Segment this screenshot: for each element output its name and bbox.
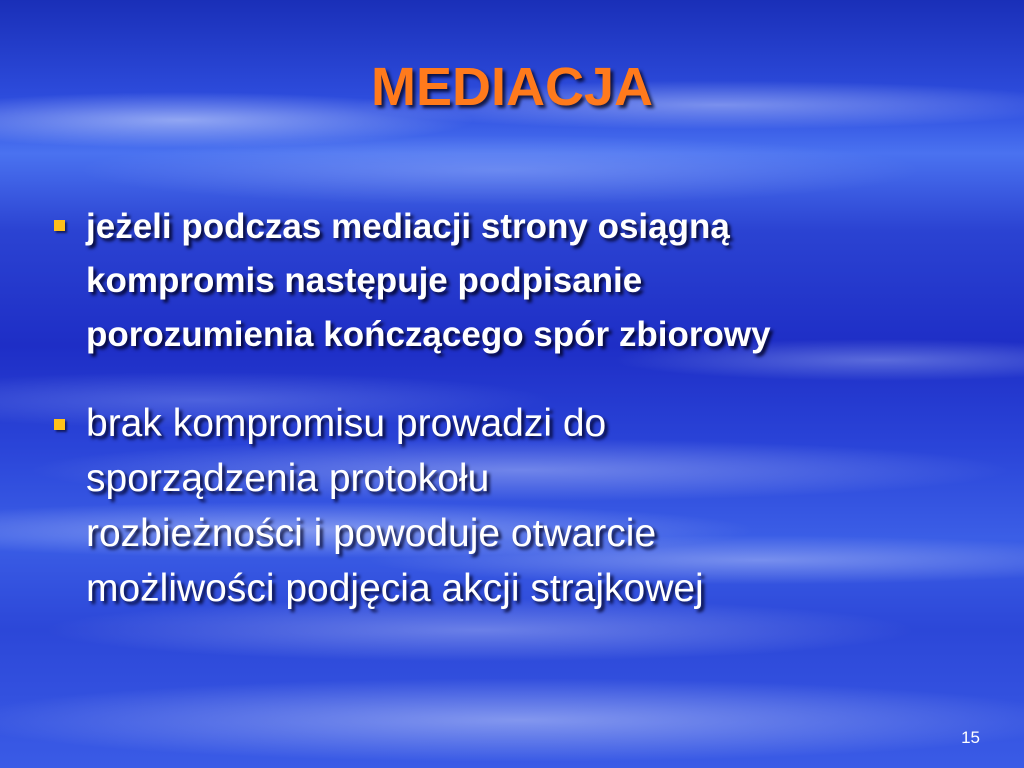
- page-number: 15: [961, 728, 980, 747]
- bullet-line: możliwości podjęcia akcji strajkowej: [86, 567, 704, 610]
- bullet-line: sporządzenia protokołu: [86, 457, 490, 500]
- square-bullet-icon: [54, 419, 65, 430]
- bullet-line: brak kompromisu prowadzi do: [86, 402, 607, 445]
- bullet-list: [48, 200, 998, 616]
- bullet-item: [48, 396, 998, 616]
- bullet-line: porozumienia kończącego spór zbiorowy: [86, 315, 771, 354]
- square-bullet-icon: [54, 220, 65, 231]
- slide-title: MEDIACJA: [370, 57, 654, 117]
- bullet-line: jeżeli podczas mediacji strony osiągną: [86, 207, 730, 246]
- bullet-line: rozbieżności i powoduje otwarcie: [86, 512, 657, 555]
- bullet-item: [48, 200, 998, 362]
- bullet-line: kompromis następuje podpisanie: [86, 261, 643, 300]
